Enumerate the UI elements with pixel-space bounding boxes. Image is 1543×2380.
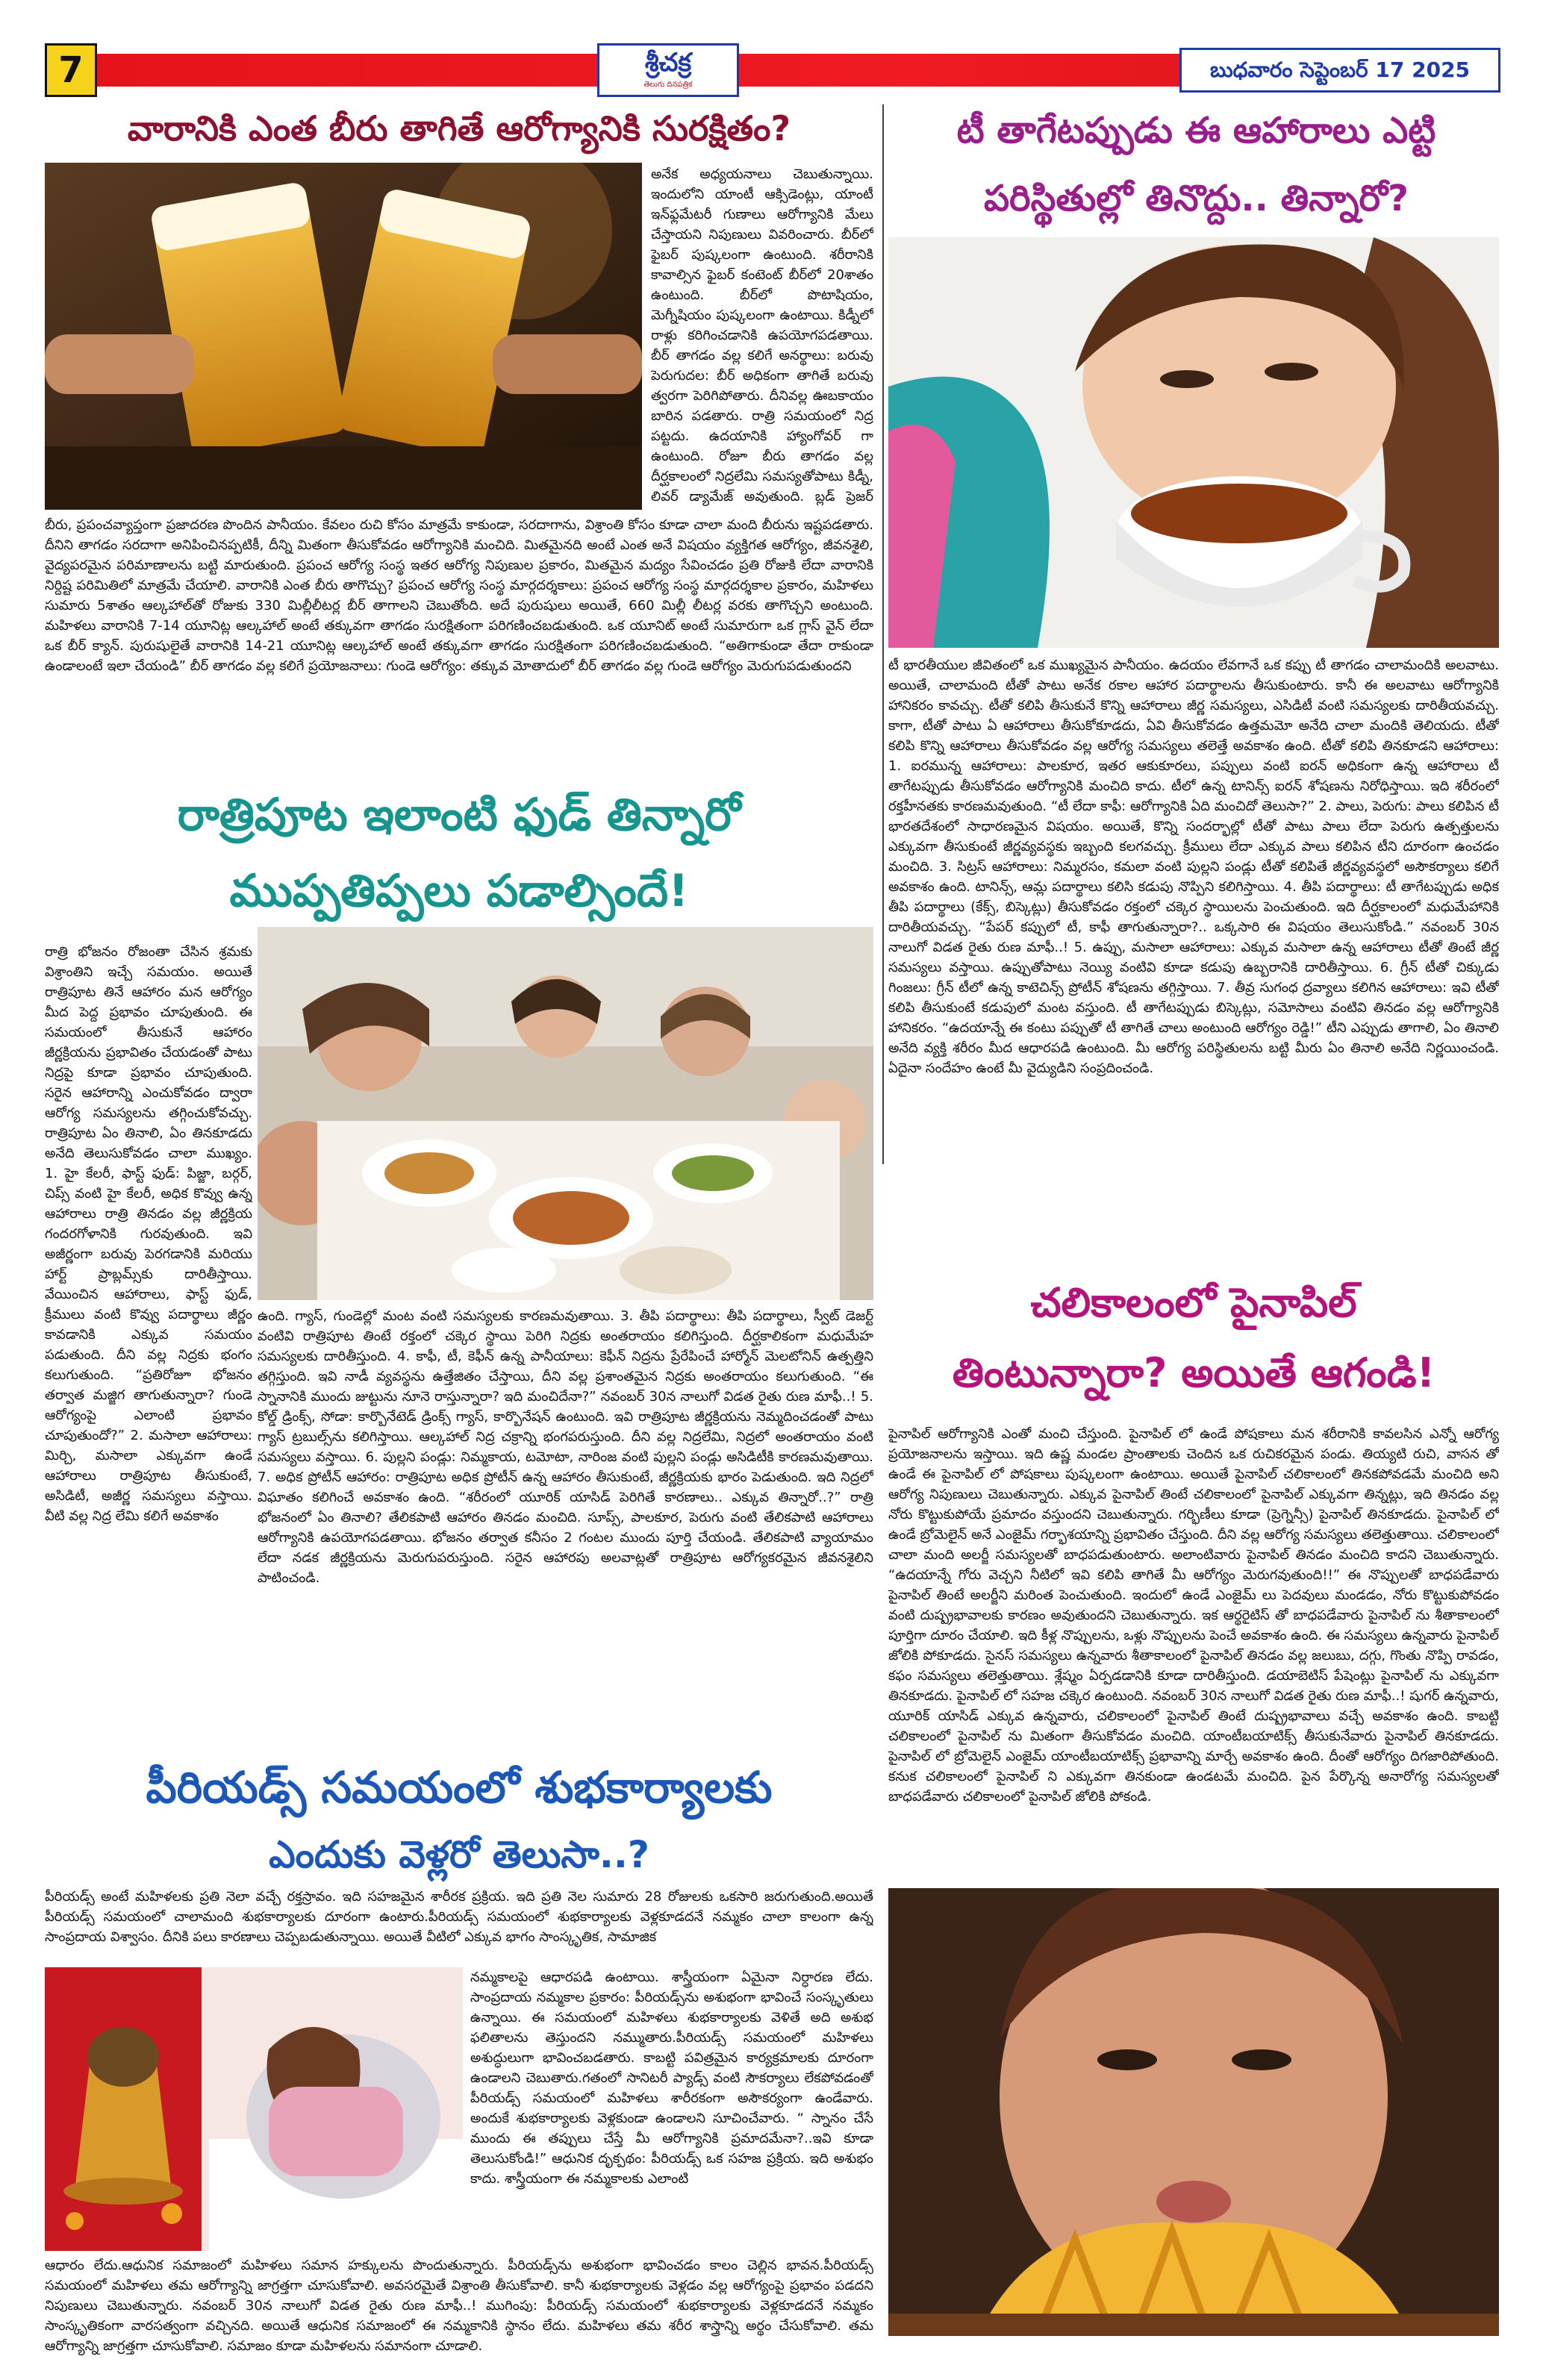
masthead — [45, 43, 1500, 97]
beer-glasses-photo — [45, 163, 642, 510]
logo-text: శ్రీచక్ర — [644, 48, 692, 78]
night-food-bottom-text: ఉంది. గ్యాస్, గుండెల్లో మంట వంటి సమస్యలకు కారణమవుతాయి. 3. తీపి పదార్థాలు: తీపి పదార్థాలు, స్వీట్ డెజర్ట్ వంటివి రాత్రిపూట తింటే రక్తంలో చక్కెర స్థాయి పెరిగి నిద్రకు అంతరాయం కలిగిస్తుంది. దీర్ఘకాలికంగా మధుమేహ సమస్యలకు దారితీస్తుంది. 4. కాఫీ, టీ, కెఫీన్ ఉన్న పానీయాలు: కెఫీన్ నిద్రను ప్రేరేపించే హార్మోన్ మెలటోనిన్ ఉత్పత్తిని తగ్గిస్తుంది. ఇవి నాడీ వ్యవస్థను ఉత్తేజితం చేస్తాయి, దీని వల్ల ప్రశాంతమైన నిద్రకు అంతరాయం కలుగుతుంది. “ఈ స్నానానికి ముందు జుట్టును నూనె రాస్తున్నారా? ఇది మంచిదేనా?” నవంబర్ 30న నాలుగో విడత రైతు రుణ మాఫీ..! 5. కోల్డ్ డ్రింక్స్, సోడా: కార్బొనేటెడ్ డ్రింక్స్ గ్యాస్, కార్బొనేషన్ ఉంటుంది. ఇవి రాత్రిపూట జీర్ణక్రియను నెమ్మదించడంతో పాటు గ్యాస్ ట్రబుల్స్‌ను కలిగిస్తాయి. ఆల్కహాల్ నిద్ర చక్రాన్ని భంగపరుస్తుంది. దీని వల్ల నిద్రలేమి, నిద్రలో అంతరాయం వంటి సమస్యలు వస్తాయి. 6. పుల్లని పండ్లు: నిమ్మకాయ, టమోటా, నారింజ వంటి పుల్లని పండ్లు అసిడిటీకి కారణమవుతాయి. 7. అధిక ప్రోటీన్ ఆహారం: రాత్రిపూట అధిక ప్రోటీన్ ఉన్న ఆహారం తీసుకుంటే, జీర్ణక్రియకు భారం పెడుతుంది. ఇది నిద్రలో విఘాతం కలిగించే అవకాశం ఉంది. “శరీరంలో యూరిక్ యాసిడ్ పెరిగితే కారణాలు.. ఎక్కువ తిన్నారో..?” రాత్రి భోజనంలో ఏం తినాలి? తేలికపాటి ఆహారం తినడం మంచిది. సూప్స్, పాలకూర, పెరుగు వంటి తేలికపాటి ఆహారాలు ఆరోగ్యానికి ఉపయోగపడతాయి. భోజనం తర్వాత కనీసం 2 గంటల ముందు పూర్తి చేయండి. తేలికపాటి వ్యాయామం లేదా నడక జీర్ణక్రియను మెరుగుపరుస్తుంది. సరైన ఆహారపు అలవాట్లతో రాత్రిపూట ఆరోగ్యకరమైన జీవనశైలిని పాటించండి. — [258, 1308, 873, 1586]
tea-headline-line2: పరిస్థితుల్లో తినొద్దు.. తిన్నారో? — [984, 178, 1409, 219]
pineapple-woman-photo — [888, 1888, 1499, 2336]
issue-date: బుధవారం సెప్టెంబర్ 17 2025 — [1179, 48, 1500, 93]
periods-headline-line2: ఎందుకు వెళ్లరో తెలుసా..? — [269, 1833, 649, 1876]
periods-top-text: పీరియడ్స్ అంటే మహిళలకు ప్రతి నెలా వచ్చే రక్తస్రావం. ఇది సహజమైన శారీరక ప్రక్రియ. ఇది ప్రతి నెల సుమారు 28 రోజులకు ఒకసారి జరుగుతుంది.అయితే పీరియడ్స్ సమయంలో చాలామంది శుభకార్యాలకు దూరంగా ఉంటారు.పీరియడ్స్ సమయంలో శుభకార్యాలకు వెళ్లకూడదనే నమ్మకం చాలా కాలంగా ఉన్న సాంప్రదాయ విశ్వాసం. దీనికి పలు కారణాలు చెప్పబడుతున్నాయి. అయితే వీటిలో ఎక్కువ భాగం సాంస్కృతిక, సామాజిక — [45, 1889, 873, 1945]
beer-glasses-illustration — [45, 163, 642, 510]
pineapple-headline-line2: తింటున్నారా? అయితే ఆగండి! — [952, 1349, 1436, 1396]
pineapple-woman-illustration — [888, 1888, 1499, 2336]
pineapple-headline-line1: చలికాలంలో పైనాపిల్ — [1030, 1279, 1357, 1326]
tea-woman-photo — [888, 237, 1499, 648]
beer-bottom-text: బీరు, ప్రపంచవ్యాప్తంగా ప్రజాదరణ పొందిన పానీయం. కేవలం రుచి కోసం మాత్రమే కాకుండా, సరదాగాను, విశ్రాంతి కోసం కూడా చాలా మంది బీరును ఇష్టపడతారు. దీనిని తాగడం సరదాగా అనిపించినప్పటికీ, దీన్ని మితంగా తీసుకోవడం ఆరోగ్యానికి మంచిది. మితమైనది అంటే ఎంత అనే విషయం వ్యక్తిగత ఆరోగ్యం, జీవనశైలి, వైద్యపరమైన పరిమాణాలను బట్టి మారుతుంది. ప్రపంచ ఆరోగ్య సంస్థ ఇతర ఆరోగ్య నిపుణుల ప్రకారం, మితమైన మద్యం సేవించడం ప్రతి రోజుకి లేదా వారానికి నిర్దిష్ట పరిమితిలో మాత్రమే చేయాలి. వారానికి ఎంత బీరు తాగొచ్చు? ప్రపంచ ఆరోగ్య సంస్థ మార్గదర్శకాలు: ప్రపంచ ఆరోగ్య సంస్థ మార్గదర్శకాల ప్రకారం, మహిళలు సుమారు 5శాతం ఆల్కహాల్‌తో రోజుకు 330 మిల్లీలీటర్ల బీర్ తాగాలని చెబుతోంది. అదే పురుషులు అయితే, 660 మిల్లీ లీటర్ల వరకు తాగొచ్చని అంటుంది. మహిళలు వారానికి 7-14 యూనిట్ల ఆల్కహాల్ అంటే తక్కువగా తాగడం సురక్షితంగా పరిగణించబడుతుంది. ఒక యూనిట్ అంటే సుమారుగా ఒక గ్లాస్ వైన్ లేదా ఒక బీర్ క్యాన్. పురుషులైతే వారానికి 14-21 యూనిట్ల ఆల్కహాల్ అంటే తక్కువగా తాగడం సురక్షితంగా పరిగణించబడుతుంది. “అతిగాకుండా తేదా రాకుండా ఉండాలంటే ఇలా చేయండి” బీర్ తాగడం వల్ల కలిగే ప్రయోజనాలు: గుండె ఆరోగ్యం: తక్కువ మోతాదులో బీర్ తాగడం వల్ల గుండె ఆరోగ్యం మెరుగుపడుతుందని — [45, 517, 873, 674]
beer-headline: వారానికి ఎంత బీరు తాగితే ఆరోగ్యానికి సురక్షితం? — [127, 108, 791, 149]
beer-side-text: అనేక అధ్యయనాలు చెబుతున్నాయి. ఇందులోని యాంటీ ఆక్సిడెంట్లు, యాంటీ ఇన్‌ఫ్లమేటరీ గుణాలు ఆరోగ్యానికి మేలు చేస్తాయని నిపుణులు వివరించారు. బీర్‌లో ఫైబర్ పుష్కలంగా ఉంటుంది. శరీరానికి కావాల్సిన ఫైబర్ కంటెంట్ బీర్‌లో 20శాతం ఉంటుంది. బీర్‌లో పొటాషియం, మెగ్నీషియం పుష్కలంగా ఉంటాయి. కిడ్నీలో రాళ్లు కరిగించడానికి ఉపయోగపడతాయి. బీర్ తాగడం వల్ల కలిగే అనర్థాలు: బరువు పెరుగుదల: బీర్ అధికంగా తాగితే బరువు త్వరగా పెరిగిపోతారు. దీనివల్ల ఊబకాయం బారిన పడతారు. రాత్రి సమయంలో నిద్ర పట్టదు. ఉదయానికి హ్యాంగోవర్ గా ఉంటుంది. రోజూ బీరు తాగడం వల్ల దీర్ఘకాలంలో నిద్రలేమి సమస్యతోపాటు కిడ్నీ, లివర్ డ్యామేజ్ అవుతుంది. బ్లడ్ ప్రెజర్ — [651, 166, 873, 505]
night-food-headline-line2: ముప్పతిప్పలు పడాల్సిందే! — [229, 865, 689, 917]
column-divider — [882, 104, 884, 1164]
periods-headline-line1: పీరియడ్స్ సమయంలో శుభకార్యాలకు — [146, 1762, 773, 1813]
newspaper-logo — [597, 43, 739, 97]
page-number: 7 — [45, 43, 97, 97]
periods-illustration — [45, 1967, 463, 2251]
periods-photo — [45, 1967, 463, 2251]
night-food-headline-line1: రాత్రిపూట ఇలాంటి ఫుడ్ తిన్నారో — [177, 789, 741, 841]
tea-woman-illustration — [888, 237, 1499, 648]
night-food-left-text: రాత్రి భోజనం రోజంతా చేసిన శ్రమకు విశ్రాంతిని ఇచ్చే సమయం. అయితే రాత్రిపూట తినే ఆహారం మన ఆరోగ్యం మీద పెద్ద ప్రభావం చూపుతుంది. ఈ సమయంలో తీసుకునే ఆహారం జీర్ణక్రియను ప్రభావితం చేయడంతో పాటు నిద్రపై కూడా ప్రభావం చూపుతుంది. సరైన ఆహారాన్ని ఎంచుకోవడం ద్వారా ఆరోగ్య సమస్యలను తగ్గించుకోవచ్చు. రాత్రిపూట ఏం తినాలి, ఏం తినకూడదు అనేది తెలుసుకోవడం చాలా ముఖ్యం. 1. హై కేలరీ, ఫాస్ట్ ఫుడ్: పిజ్జా, బర్గర్, చిప్స్ వంటి హై కేలరీ, అధిక కొవ్వు ఉన్న ఆహారాలు రాత్రి తినడం వల్ల జీర్ణక్రియ గందరగోళానికి గురవుతుంది. ఇవి అజీర్ణంగా బరువు పెరగడానికి మరియు హార్ట్ ప్రాబ్లమ్స్‌కు దారితీస్తాయి. వేయించిన ఆహారాలు, ఫాస్ట్ ఫుడ్, క్రీములు వంటి కొవ్వు పదార్థాలు జీర్ణం కావడానికి ఎక్కువ సమయం పడుతుంది. దీని వల్ల నిద్రకు భంగం కలుగుతుంది. “ప్రతిరోజూ భోజనం తర్వాత మజ్జిగ తాగుతున్నారా? గుండె ఆరోగ్యంపై ఎలాంటి ప్రభావం చూపుతుందో?” 2. మసాలా ఆహారాలు: మిర్చి, మసాలా ఎక్కువగా ఉండే ఆహారాలు రాత్రిపూట తీసుకుంటే, అసిడిటీ, అజీర్ణ సమస్యలు వస్తాయి. వీటి వల్ల నిద్ర లేమి కలిగే అవకాశం — [45, 944, 252, 1524]
logo-subtext: తెలుగు దినపత్రిక — [643, 81, 693, 89]
tea-body-text: టీ భారతీయుల జీవితంలో ఒక ముఖ్యమైన పానీయం. ఉదయం లేవగానే ఒక కప్పు టీ తాగడం చాలామందికి అలవాటు. అయితే, చాలామంది టీతో పాటు అనేక రకాల ఆహార పదార్థాలను తీసుకుంటారు. కానీ ఈ అలవాటు ఆరోగ్యానికి హానికరం కావచ్చు. టీతో కలిపి తీసుకునే కొన్ని ఆహారాలు జీర్ణ సమస్యలు, ఎసిడిటీ వంటి సమస్యలకు దారితీయవచ్చు. కాగా, టీతో పాటు ఏ ఆహారాలు తీసుకోకూడదు, ఏవి తీసుకోవడం ఉత్తమమో అనేది చాలా మందికి తెలియదు. టీతో కలిపి కొన్ని ఆహారాలు తీసుకోవడం వల్ల ఆరోగ్య సమస్యలు తలెత్తే అవకాశం ఉంది. టీతో కలిపి తినకూడని ఆహారాలు: 1. ఐరమున్న ఆహారాలు: పాలకూర, ఇతర ఆకుకూరలు, పప్పులు వంటి ఐరన్ అధికంగా ఉన్న ఆహారాలు టీ తాగేటప్పుడు తీసుకోవడం ఆరోగ్యానికి మంచిది కాదు. టీలో ఉన్న టానిన్స్ ఐరన్ శోషణను నిరోధిస్తాయి. ఇది శరీరంలో రక్తహీనతకు కారణమవుతుంది. “టీ లేదా కాఫీ: ఆరోగ్యానికి ఏది మంచిదో తెలుసా?” 2. పాలు, పెరుగు: పాలు కలిపిన టీ భారతదేశంలో సాధారణమైన విషయం. అయితే, కొన్ని సందర్భాల్లో టీతో పాటు పాలు లేదా పెరుగు ఉత్పత్తులను ఎక్కువగా తీసుకుంటే జీర్ణవ్యవస్థకు ఇబ్బంది కలగవచ్చు. క్రీములు లేదా ఎక్కువ పాలు కలిపిన టీని దూరంగా ఉంచడం మంచిది. 3. సిట్రస్ ఆహారాలు: నిమ్మరసం, కమలా వంటి పుల్లని పండ్లు టీతో కలిపితే జీర్ణవ్యవస్థలో అసౌకర్యాలు కలిగే అవకాశం ఉంది. టానిన్స్, ఆమ్ల పదార్థాలు కలిసి కడుపు నొప్పిని కలిగిస్తాయి. 4. తీపి పదార్థాలు: టీ తాగేటప్పుడు అధిక తీపి పదార్థాలు (కేక్స్, బిస్కెట్లు) తీసుకోవడం రక్తంలో చక్కెర స్థాయిలను పెంచుతుంది. ఇది దీర్ఘకాలంలో మధుమేహానికి దారితీయవచ్చు. “పేపర్ కప్పులో టీ, కాఫీ తాగుతున్నారా?.. ఒక్కసారి ఈ విషయం తెలుసుకోండి.” నవంబర్ 30న నాలుగో విడత రైతు రుణ మాఫీ..! 5. ఉప్పు, మసాలా ఆహారాలు: ఎక్కువ మసాలా ఉన్న ఆహారాలు టీతో తింటే జీర్ణ సమస్యలు వస్తాయి. ఉప్పుతోపాటు నెయ్యి వంటివి కూడా కడుపు ఉబ్బరానికి దారితీస్తాయి. 6. గ్రీన్ టీతో చిక్కుడు గింజలు: గ్రీన్ టీలో ఉన్న కాటెచిన్స్ ప్రోటీన్ శోషణను తగ్గిస్తాయి. 7. తీవ్ర సుగంధ ద్రవ్యాలు కలిగిన ఆహారాలు: ఇవి టీతో కలిపి తీసుకుంటే కడుపులో మంట వస్తుంది. టీ తాగేటప్పుడు బిస్కెట్లు, సమోసాలు వంటివి తినడం వల్ల ఆరోగ్యానికి హానికరం. “ఉదయాన్నే ఈ కంటు పప్పుతో టీ తాగితే చాలు అంటుంది ఆరోగ్యం రెడ్డి!” టీని ఎప్పుడు తాగాలి, ఏం తినాలి అనేది వ్యక్తి శరీరం మీద ఆధారపడి ఉంటుంది. మీ ఆరోగ్య పరిస్థితులను బట్టి మీరు ఏం తినాలి అనేది నిర్ణయించండి. ఏదైనా సందేహం ఉంటే మీ వైద్యుడిని సంప్రదించండి. — [888, 658, 1499, 1076]
tea-headline-line1: టీ తాగేటప్పుడు ఈ ఆహారాలు ఎట్టి — [956, 110, 1436, 152]
family-dinner-photo — [258, 927, 873, 1300]
periods-side-text: నమ్మకాలపై ఆధారపడి ఉంటాయి. శాస్త్రీయంగా ఏమైనా నిర్ధారణ లేదు. సాంప్రదాయ నమ్మకాల ప్రకారం: పీరియడ్స్‌ను అశుభంగా భావించే సంస్కృతులు ఉన్నాయి. ఈ సమయంలో మహిళలు శుభకార్యాలకు వెళితే అది అశుభ ఫలితాలను తెస్తుందని నమ్ముతారు.పీరియడ్స్ సమయంలో మహిళలు అశుద్ధులుగా భావించబడతారు. కాబట్టి పవిత్రమైన కార్యక్రమాలకు దూరంగా ఉండాలని చెబుతారు.గతంలో సానిటరీ ప్యాడ్స్ వంటి సౌకర్యాలు లేకపోవడంతో పీరియడ్స్ సమయంలో మహిళలు శారీరకంగా అసౌకర్యంగా ఉండేవారు. అందుకే శుభకార్యాలకు వెళ్లకుండా ఉండాలని సూచించేవారు. “ స్నానం చేసే ముందు ఈ తప్పులు చేస్తే మీ ఆరోగ్యానికి ప్రమాదమేనా?..ఇవి కూడా తెలుసుకోండి!” ఆధునిక దృక్పథం: పీరియడ్స్ ఒక సహజ ప్రక్రియ. ఇది అశుభం కాదు. శాస్త్రీయంగా ఈ నమ్మకాలకు ఎలాంటి — [470, 1970, 873, 2187]
periods-bottom-text: ఆధారం లేదు.ఆధునిక సమాజంలో మహిళలు సమాన హక్కులను పొందుతున్నారు. పీరియడ్స్‌ను అశుభంగా భావించడం కాలం చెల్లిన భావన.పీరియడ్స్ సమయంలో మహిళలు తమ ఆరోగ్యాన్ని జాగ్రత్తగా చూసుకోవాలి. అవసరమైతే విశ్రాంతి తీసుకోవాలి. కానీ శుభకార్యాలకు వెళ్లడం వల్ల ఆరోగ్యంపై ప్రభావం పడదని నిపుణులు చెబుతున్నారు. నవంబర్ 30న నాలుగో విడత రైతు రుణ మాఫీ..! ముగింపు: పీరియడ్స్ సమయంలో శుభకార్యాలకు వెళ్లకూడదనే నమ్మకం సాంస్కృతికంగా వారసత్వంగా వచ్చినది. అయితే ఆధునిక సమాజంలో ఈ నమ్మకానికి స్థానం లేదు. మహిళలు తమ శరీర శాస్త్రాన్ని అర్థం చేసుకోవాలి. తమ ఆరోగ్యాన్ని జాగ్రత్తగా చూసుకోవాలి. సమాజం కూడా మహిళలను సమానంగా చూడాలి. — [45, 2258, 873, 2354]
pineapple-body-text: పైనాపిల్ ఆరోగ్యానికి ఎంతో మంచి చేస్తుంది. పైనాపిల్ లో ఉండే పోషకాలు మన శరీరానికి కావలసిన ఎన్నో ఆరోగ్య ప్రయోజనాలను ఇస్తాయి. ఇది ఉష్ణ మండల ప్రాంతాలకు చెందిన ఒక రుచికరమైన పండు. తియ్యటి రుచి, వాసన తో ఉండే ఈ పైనాపిల్ లో పోషకాలు పుష్కలంగా ఉంటాయి. అయితే పైనాపిల్ చలికాలంలో తినకపోవడమే మంచిది అని ఆరోగ్య నిపుణులు చెబుతున్నారు. ఎక్కువ పైనాపిల్ తింటే చలికాలంలో పైనాపిల్ ఎక్కువగా తిన్నట్లు, ఇది తినడం వల్ల నోరు కొట్టుకుపోయే ప్రమాదం వస్తుందని చెబుతున్నారు. గర్భిణీలు కూడా (ప్రెగ్నెన్సీ) పైనాపిల్ తినకూడదు. పైనాపిల్ లో ఉండే బ్రోమెలైన్ అనే ఎంజైమ్ గర్భాశయాన్ని ప్రభావితం చేస్తుంది. దీని వల్ల ఆరోగ్య సమస్యలు తలెత్తుతాయి. చలికాలంలో చాలా మంది అలర్జీ సమస్యలతో బాధపడుతుంటారు. అలాంటివారు పైనాపిల్ తినడం మంచిది కాదని చెబుతున్నారు. “ఉదయాన్నే గోరు వెచ్చని నీటిలో ఇవి కలిపి తాగితే మీ ఆరోగ్యం మెరుగవుతుంది!!” ఈ నొప్పులతో బాధపడేవారు పైనాపిల్ తింటే అలర్జీని మరింత పెంచుతుంది. ఇందులో ఉండే ఎంజైమ్ లు పెదవులు మండడం, నోరు కొట్టుకుపోవడం వంటి దుష్ప్రభావాలకు కారణం అవుతుందని చెబుతున్నారు. ఇక ఆర్థరైటిస్ తో బాధపడేవారు పైనాపిల్ ను శీతాకాలంలో పూర్తిగా దూరం చేయాలి. ఇది కీళ్ల నొప్పులను, ఒళ్లు నొప్పులను పెంచే అవకాశం ఉంది. ఈ సమస్యలు ఉన్నవారు పైనాపిల్ జోలికి పోకూడదు. సైనస్ సమస్యలు ఉన్నవారు శీతాకాలంలో పైనాపిల్ తినడం వల్ల జలుబు, దగ్గు, గొంతు నొప్పి రావడం, కఫం సమస్యలు తలెత్తుతాయి. శ్లేష్మం ఏర్పడడానికి కూడా దారితీస్తుంది. డయాబెటిస్ పేషెంట్లు పైనాపిల్ ను ఎక్కువగా తినకూడదు. పైనాపిల్ లో సహజ చక్కెర ఉంటుంది. నవంబర్ 30న నాలుగో విడత రైతు రుణ మాఫీ..! షుగర్ ఉన్నవారు, యూరిక్ యాసిడ్ ఎక్కువ ఉన్నవారు, చలికాలంలో పైనాపిల్ తింటే దుష్ప్రభావాలు వచ్చే అవకాశం ఉంది. కాబట్టి చలికాలంలో పైనాపిల్ ను మితంగా తీసుకోవడం మంచిది. యాంటీబయాటిక్స్ తీసుకునేవారు పైనాపిల్ తినకూడదు. పైనాపిల్ లో బ్రోమెలైన్ ఎంజైమ్ యాంటీబయాటిక్స్ ప్రభావాన్ని మార్చే అవకాశం ఉంది. దీంతో ఆరోగ్యం దిగజారిపోతుంది. కనుక చలికాలంలో పైనాపిల్ ని ఎక్కువగా తినకుండా ఉండటమే మంచిది. పైన పేర్కొన్న అనారోగ్య సమస్యలతో బాధపడేవారు చలికాలంలో పైనాపిల్ జోలికి పోకండి. — [888, 1426, 1499, 1805]
family-dinner-illustration — [258, 927, 873, 1300]
